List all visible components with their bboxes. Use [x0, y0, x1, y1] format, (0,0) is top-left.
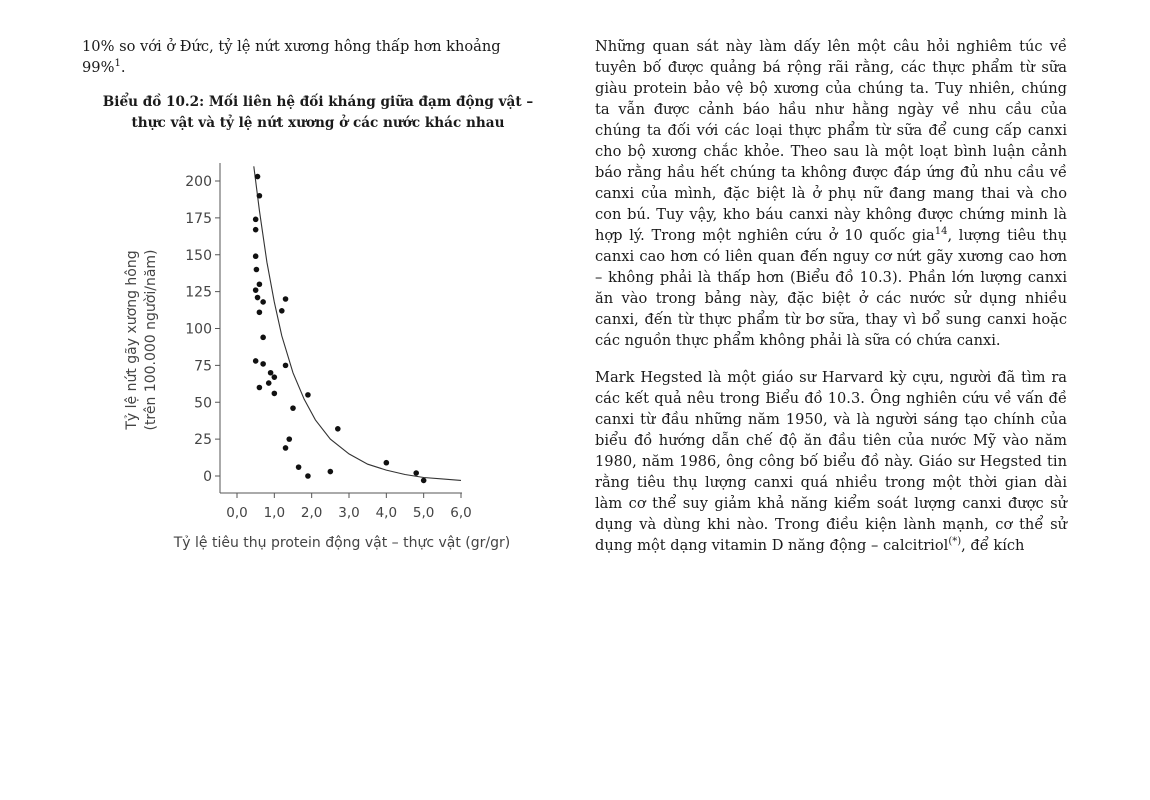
y-tick-label: 25 — [194, 432, 212, 449]
data-point — [257, 385, 263, 391]
y-tick-label: 175 — [185, 210, 212, 227]
y-tick-label: 125 — [185, 284, 212, 301]
left-column — [82, 36, 554, 134]
data-point — [253, 227, 259, 233]
figure-title-line: thực vật và tỷ lệ nứt xương ở các nước khác nhau — [131, 115, 505, 131]
intro-line: 99% — [82, 59, 115, 76]
data-point — [413, 470, 419, 476]
x-tick-label: 6,0 — [450, 505, 472, 521]
chart-axes — [185, 163, 471, 521]
trend-curve — [254, 166, 461, 480]
data-point — [253, 358, 259, 364]
data-point — [283, 445, 289, 451]
data-point — [253, 253, 259, 259]
y-tick-label: 200 — [185, 174, 212, 190]
paragraph-text: , để kích — [961, 537, 1025, 554]
data-point — [283, 363, 289, 369]
data-point — [255, 174, 261, 180]
data-point — [305, 392, 311, 398]
intro-line: 10% so với ở Đức, tỷ lệ nứt xương hông thấp hơn khoảng — [82, 38, 501, 55]
paragraph-text: , lượng tiêu thụ canxi cao hơn có liên quan đến nguy cơ nứt gãy xương cao hơn – không phải là thấp hơn (Biểu đồ 10.3). Phần lớn lượng canxi ăn vào trong bảng này, đặc biệt ở các nước sử dụng nhiều canxi, đến từ thực phẩm từ bơ sữa, thay vì bổ sung canxi hoặc các nguồn thực phẩm không phải là sữa có chứa canxi. — [595, 227, 1067, 349]
data-point — [254, 267, 260, 273]
data-point — [257, 281, 263, 287]
data-point — [257, 193, 263, 199]
data-point — [266, 380, 272, 386]
figure-title-line: Biểu đồ 10.2: Mối liên hệ đối kháng giữa đạm động vật – — [102, 94, 534, 110]
figure-title — [82, 92, 554, 134]
data-point — [384, 460, 390, 466]
data-point — [257, 309, 263, 315]
data-point — [260, 335, 266, 341]
y-tick-label: 150 — [185, 247, 212, 264]
y-tick-label: 50 — [194, 395, 212, 412]
data-point — [272, 391, 278, 397]
data-point — [421, 478, 427, 484]
footnote-ref[interactable]: 14 — [934, 226, 948, 238]
y-tick-label: 0 — [203, 469, 212, 485]
right-column — [595, 36, 1067, 556]
body-paragraph — [595, 367, 1067, 556]
y-axis-label: Tỷ lệ nứt gãy xương hông — [124, 250, 140, 430]
x-axis-label: Tỷ lệ tiêu thụ protein động vật – thực vật (gr/gr) — [173, 535, 511, 551]
data-point — [268, 370, 274, 376]
data-point — [335, 426, 341, 432]
data-points — [253, 174, 427, 483]
data-point — [255, 295, 261, 301]
paragraph-text: Mark Hegsted là một giáo sư Harvard kỳ cựu, người đã tìm ra các kết quả nêu trong Biểu đồ 10.3. Ông nghiên cứu về vấn đề canxi từ đầu những năm 1950, và là người sáng tạo chính của biểu đồ hướng dẫn chế độ ăn đầu tiên của nước Mỹ vào năm 1980, năm 1986, ông công bố biểu đồ này. Giáo sư Hegsted tin rằng tiêu thụ lượng canxi quá nhiều trong một thời gian dài làm cơ thể suy giảm khả năng kiểm soát lượng canxi được sử dụng và dùng khi nào. Trong điều kiện lành mạnh, cơ thể sử dụng một dạng vitamin D năng động – calcitriol — [595, 369, 1067, 554]
data-point — [272, 374, 278, 380]
y-tick-label: 100 — [185, 321, 212, 338]
body-paragraph — [595, 36, 1067, 351]
x-tick-label: 4,0 — [375, 505, 398, 521]
intro-end: . — [120, 59, 126, 76]
footnote-ref[interactable]: (*) — [948, 536, 962, 548]
footnote-ref[interactable]: 1 — [114, 58, 121, 70]
data-point — [286, 436, 292, 442]
data-point — [328, 469, 334, 475]
data-point — [253, 217, 259, 223]
data-point — [305, 473, 311, 479]
data-point — [290, 405, 296, 411]
x-tick-label: 5,0 — [412, 505, 435, 521]
paragraph-text: Những quan sát này làm dấy lên một câu hỏi nghiêm túc về tuyên bố được quảng bá rộng rãi rằng, các thực phẩm từ sữa giàu protein bảo vệ bộ xương của chúng ta. Tuy nhiên, chúng ta vẫn được cảnh báo hầu như hằng ngày về nhu cầu của chúng ta đối với các loại thực phẩm từ sữa để cung cấp canxi cho bộ xương chắc khỏe. Theo sau là một loạt bình luận cảnh báo rằng hầu hết chúng ta không được đáp ứng đủ nhu cầu về canxi của mình, đặc biệt là ở phụ nữ đang mang thai và cho con bú. Tuy vậy, kho báu canxi này không được chứng minh là hợp lý. Trong một nghiên cứu ở 10 quốc gia — [595, 38, 1067, 244]
data-point — [253, 287, 259, 293]
data-point — [260, 361, 266, 367]
data-point — [283, 296, 289, 302]
data-point — [296, 464, 302, 470]
y-axis-label-unit: (trên 100.000 người/năm) — [143, 249, 159, 431]
data-point — [260, 299, 266, 305]
data-point — [279, 308, 285, 314]
scatter-chart — [110, 155, 530, 565]
x-tick-label: 3,0 — [338, 505, 360, 521]
x-tick-label: 2,0 — [300, 505, 323, 521]
intro-paragraph — [82, 36, 554, 78]
x-tick-label: 1,0 — [263, 505, 286, 521]
x-tick-label: 0,0 — [226, 505, 248, 521]
y-tick-label: 75 — [194, 358, 212, 375]
